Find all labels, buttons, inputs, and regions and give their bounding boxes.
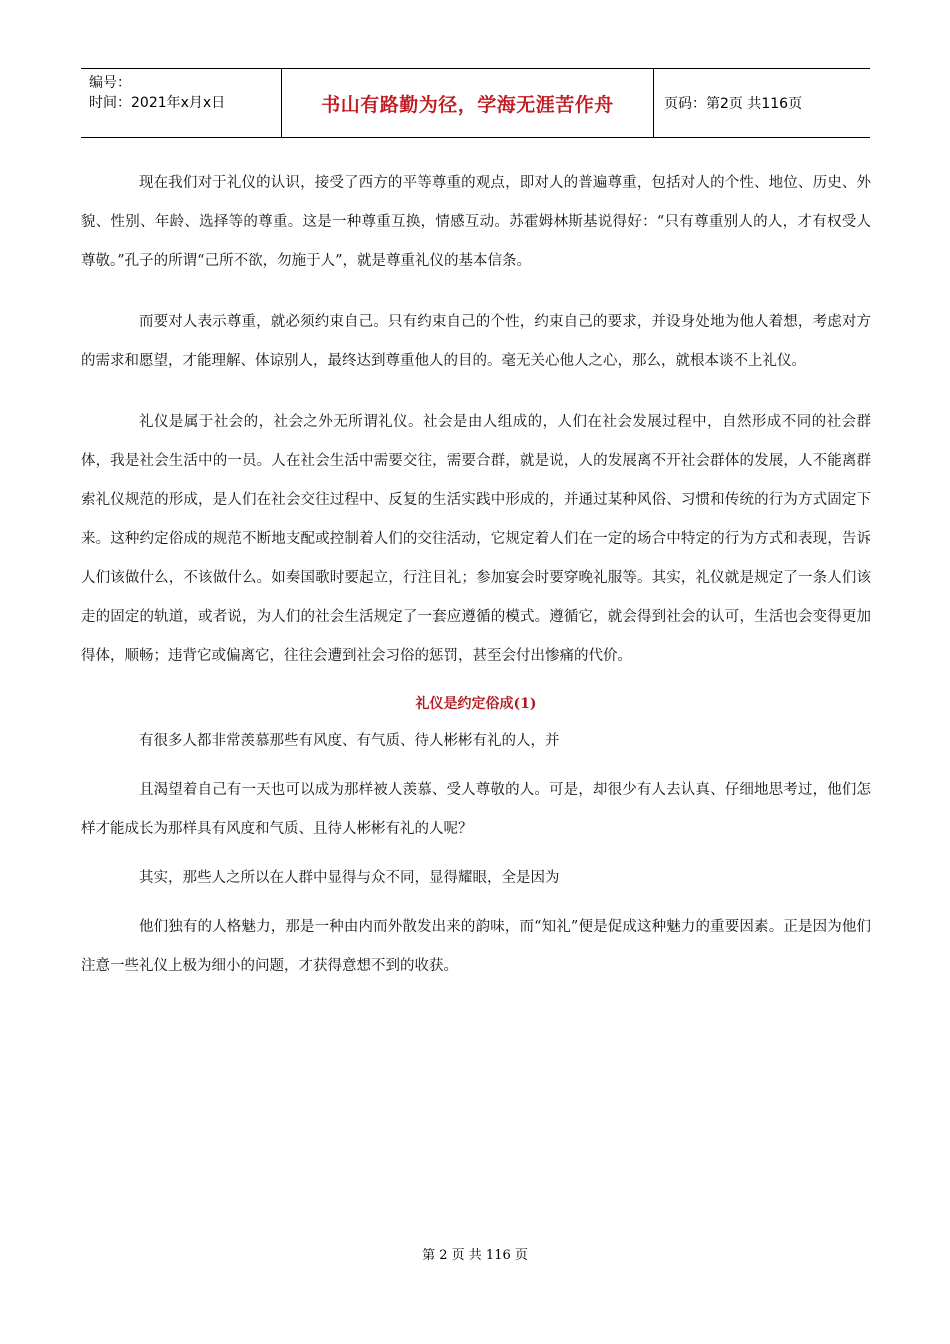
page-info: 页码：第2页 共116页 xyxy=(664,96,803,112)
document-header xyxy=(81,68,870,138)
header-meta-cell xyxy=(81,69,282,137)
paragraph-self-restraint: 而要对人表示尊重，就必须约束自己。只有约束自己的个性，约束自己的要求，并设身处地为他人着想，考虑对方的需求和愿望，才能理解、体谅别人，最终达到尊重他人的目的。毫无关心他人之心，那么，就根本谈不上礼仪。 xyxy=(81,314,871,369)
section-paragraph: 其实，那些人之所以在人群中显得与众不同，显得耀眼，全是因为 xyxy=(139,870,560,886)
motto: 书山有路勤为径，学海无涯苦作舟 xyxy=(321,93,614,116)
paragraph-respect: 现在我们对于礼仪的认识，接受了西方的平等尊重的观点，即对人的普遍尊重，包括对人的个性、地位、历史、外貌、性别、年龄、选择等的尊重。这是一种尊重互换，情感互动。苏霍姆林斯基说得好：“只有尊重别人的人，才有权受人尊敬。”孔子的所谓“己所不欲，勿施于人”，就是尊重礼仪的基本信条。 xyxy=(81,175,871,269)
section-title: 礼仪是约定俗成(1) xyxy=(415,696,537,712)
header-motto-cell xyxy=(282,69,654,137)
section-paragraph: 他们独有的人格魅力，那是一种由内而外散发出来的韵味，而“知礼”便是促成这种魅力的重要因素。正是因为他们注意一些礼仪上极为细小的问题，才获得意想不到的收获。 xyxy=(81,919,871,974)
section-paragraph: 有很多人都非常羡慕那些有风度、有气质、待人彬彬有礼的人，并 xyxy=(139,733,560,749)
paragraph-social-norms: 礼仪是属于社会的，社会之外无所谓礼仪。社会是由人组成的，人们在社会发展过程中，自然形成不同的社会群体，我是社会生活中的一员。人在社会生活中需要交往，需要合群，就是说，人的发展离不开社会群体的发展，人不能离群索礼仪规范的形成，是人们在社会交往过程中、反复的生活实践中形成的，并通过某种风俗、习惯和传统的行为方式固定下来。这种约定俗成的规范不断地支配或控制着人们的交往活动，它规定着人们在一定的场合中特定的行为方式和表现，告诉人们该做什么，不该做什么。如奏国歌时要起立，行注目礼；参加宴会时要穿晚礼服等。其实，礼仪就是规定了一条人们该走的固定的轨道，或者说，为人们的社会生活规定了一套应遵循的模式。遵循它，就会得到社会的认可，生活也会变得更加得体，顺畅；违背它或偏离它，往往会遭到社会习俗的惩罚，甚至会付出惨痛的代价。 xyxy=(81,414,871,664)
page-footer: 第 2 页 共 116 页 xyxy=(422,1248,528,1263)
time-label: 时间：2021年x月x日 xyxy=(89,95,226,111)
header-page-cell xyxy=(654,69,870,137)
document-body xyxy=(81,164,871,986)
serial-label: 编号： xyxy=(89,75,131,91)
section-paragraph: 且渴望着自己有一天也可以成为那样被人羡慕、受人尊敬的人。可是，却很少有人去认真、仔细地思考过，他们怎样才能成长为那样具有风度和气质、且待人彬彬有礼的人呢？ xyxy=(81,782,871,837)
